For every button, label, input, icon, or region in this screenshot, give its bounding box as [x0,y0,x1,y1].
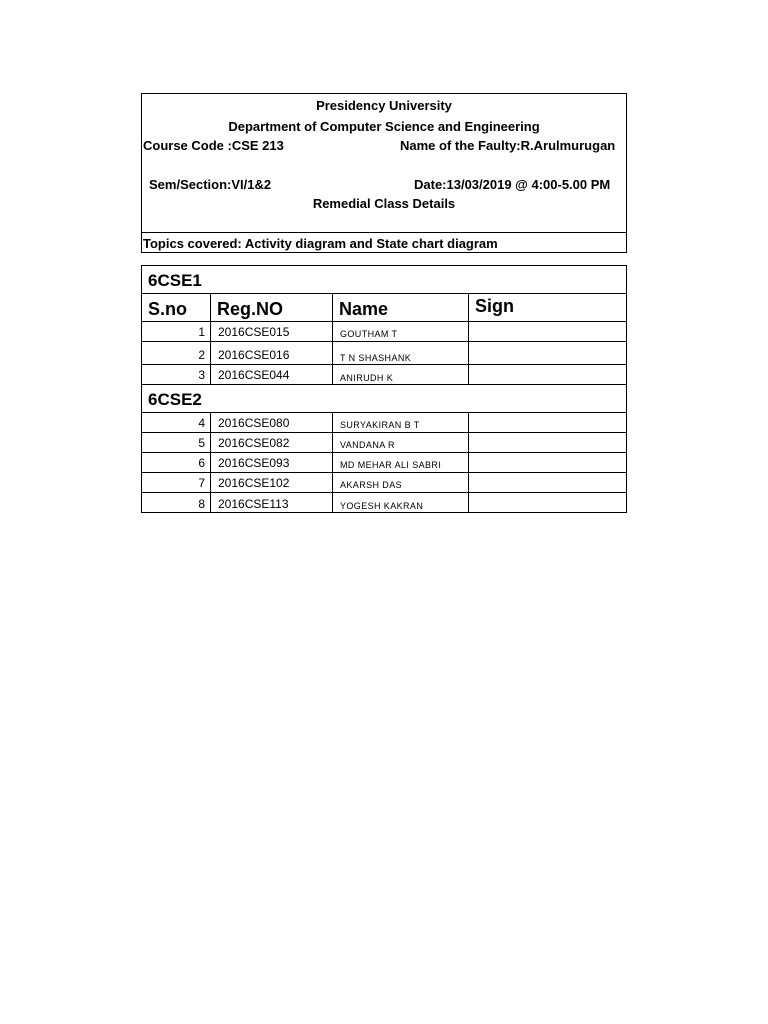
table-row-name: AKARSH DAS [340,480,403,490]
table-row-sno: 3 [198,368,205,382]
section-heading-6cse2: 6CSE2 [148,390,202,409]
table-row-name: GOUTHAM T [340,329,398,339]
header-box [141,93,627,253]
table-row-sno: 2 [198,348,205,362]
table-row-divider [142,364,626,365]
university-title: Presidency University [316,98,452,113]
table-row-name: T N SHASHANK [340,353,412,363]
topics-covered: Topics covered: Activity diagram and State chart diagram [143,236,498,251]
table-row-divider [142,492,626,493]
table-row-divider [142,384,626,385]
course-code: Course Code :CSE 213 [143,138,284,153]
table-row-name: SURYAKIRAN B T [340,420,420,430]
class-title: Remedial Class Details [312,196,456,211]
column-header-regno: Reg.NO [217,299,284,319]
class-date: Date:13/03/2019 @ 4:00-5.00 PM [414,177,611,192]
table-row-reg: 2016CSE102 [218,476,290,490]
table-row-name: ANIRUDH K [340,373,394,383]
table-row-divider [142,341,626,342]
table-row-sno: 5 [198,436,205,450]
table-row-reg: 2016CSE093 [218,456,290,470]
column-header-name: Name [339,299,389,319]
table-row-name: VANDANA R [340,440,395,450]
table-row-reg: 2016CSE113 [218,497,289,511]
table-row-reg: 2016CSE082 [218,436,290,450]
column-divider [332,293,333,384]
table-row-reg: 2016CSE080 [218,416,290,430]
column-divider [210,293,211,384]
table-row-divider [142,472,626,473]
column-divider [468,412,469,513]
table-row-divider [142,412,626,413]
table-row-sno: 6 [198,456,205,470]
column-header-sign: Sign [475,296,514,316]
table-row-divider [142,293,626,294]
column-divider [332,412,333,513]
divider [142,232,626,233]
department-title: Department of Computer Science and Engineering [228,119,540,134]
table-row-sno: 8 [198,497,205,511]
column-divider [210,412,211,513]
faculty-name: Name of the Faulty:R.Arulmurugan [400,138,616,153]
table-row-name: YOGESH KAKRAN [340,501,424,511]
section-heading-6cse1: 6CSE1 [148,271,202,290]
sem-section: Sem/Section:VI/1&2 [149,177,272,192]
table-row-reg: 2016CSE015 [218,325,290,339]
table-row-reg: 2016CSE016 [218,348,290,362]
column-divider [468,293,469,384]
table-row-reg: 2016CSE044 [218,368,290,382]
table-row-sno: 1 [198,325,205,339]
table-row-divider [142,452,626,453]
table-row-divider [142,321,626,322]
table-row-sno: 7 [198,476,205,490]
table-row-divider [142,432,626,433]
table-row-name: MD MEHAR ALI SABRI [340,460,442,470]
table-row-sno: 4 [198,416,205,430]
column-header-sno: S.no [148,299,187,319]
attendance-table [141,265,627,513]
